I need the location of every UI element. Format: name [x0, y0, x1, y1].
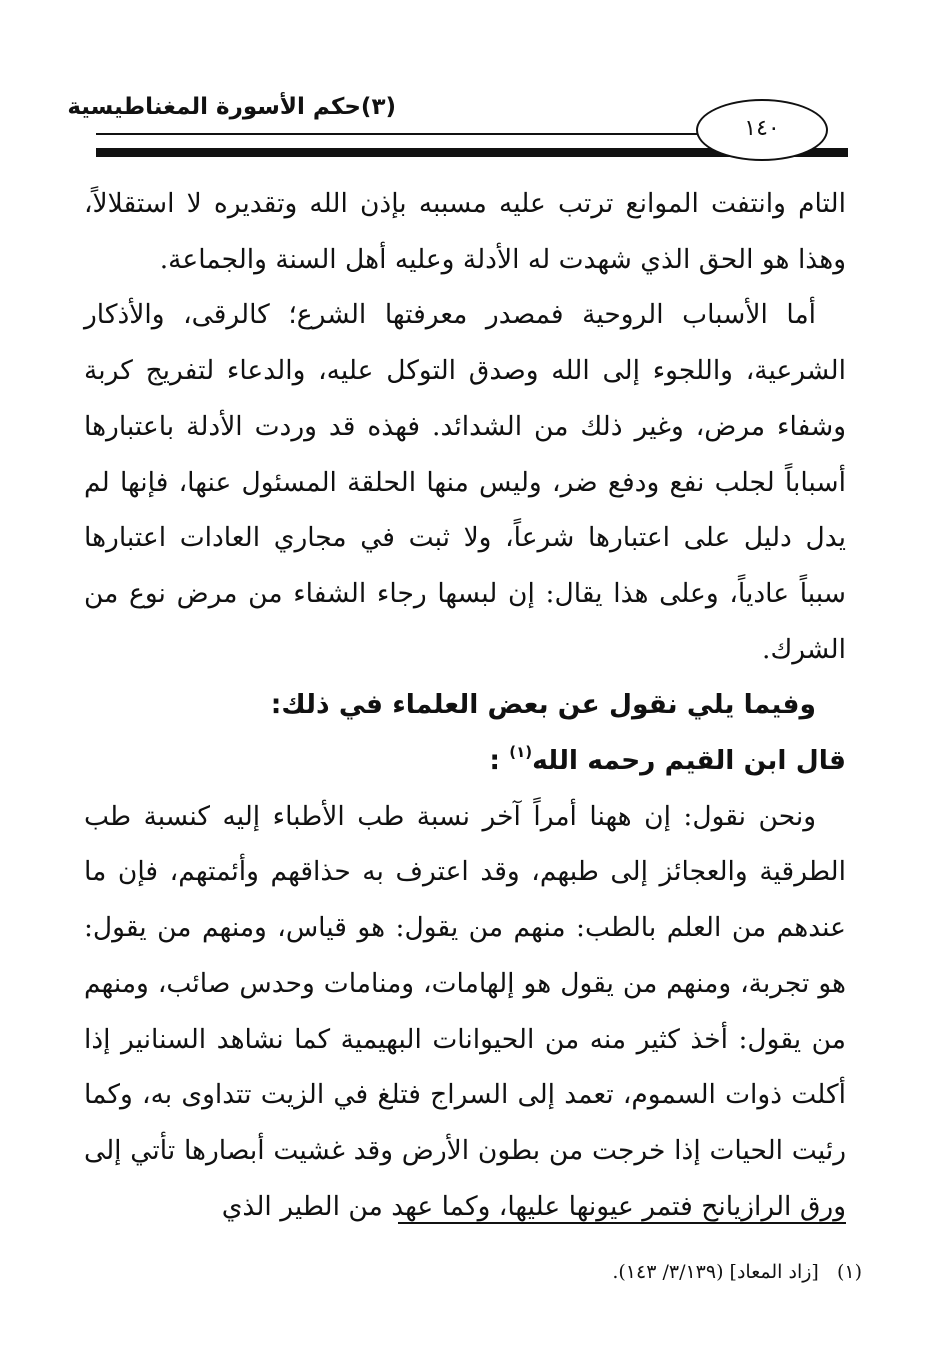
paragraph: ونحن نقول: إن ههنا أمراً آخر نسبة طب الأطباء إليه كنسبة طب الطرقية والعجائز إلى طبهم، وقد اعترف به حذاقهم وأئمتهم، فإن ما عندهم من العلم بالطب: منهم من يقول: هو قياس، ومنهم من يقول: هو تجربة، ومنهم من يقول هو إلهامات، ومنامات وحدس صائب، ومنهم من يقول: أخذ كثير منه من الحيوانات البهيمية كما نشاهد السنانير إذا أكلت ذوات السموم، تعمد إلى السراج فتلغ في الزيت تتداوى به، وكما رئيت الحيات إذا خرجت من بطون الأرض وقد غشيت أبصارها تأتي إلى ورق الرازيانح فتمر عيونها عليها، وكما عهد من الطير الذي	[84, 800, 846, 1222]
main-text	[84, 176, 846, 1234]
page-number-oval	[696, 99, 828, 161]
footnote-number: (١)	[836, 1261, 862, 1283]
page-header	[0, 0, 940, 170]
section-heading: وفيما يلي نقول عن بعض العلماء في ذلك:	[270, 689, 816, 721]
paragraph: أما الأسباب الروحية فمصدر معرفتها الشرع؛ كالرقى، والأذكار الشرعية، واللجوء إلى الله وصدق التوكل عليه، والدعاء لتفريج كربة وشفاء مرض، وغير ذلك من الشدائد. فهذه قد وردت الأدلة باعتبارها أسباباً لجلب نفع ودفع ضر، وليس منها الحلقة المسئول عنها، فإنها لم يدل دليل على اعتبارها شرعاً، ولا ثبت في مجاري العادات اعتبارها سبباً عادياً، وعلى هذا يقال: إن لبسها رجاء الشفاء من مرض نوع من الشرك.	[84, 299, 846, 665]
page-number: ١٤٠	[744, 116, 780, 141]
quote-heading	[84, 733, 846, 789]
footnote-separator	[398, 1222, 846, 1224]
footnote-text: [زاد المعاد] (٣/١٣٩/ ١٤٣).	[612, 1261, 819, 1283]
quote-heading-text: قال ابن القيم رحمه الله	[532, 745, 846, 777]
running-title: (٣)حكم الأسورة المغناطيسية	[67, 94, 396, 120]
footnote	[200, 1258, 862, 1286]
paragraph: التام وانتفت الموانع ترتب عليه مسببه بإذن الله وتقديره لا استقلالاً، وهذا هو الحق الذي شهدت له الأدلة وعليه أهل السنة والجماعة.	[84, 188, 846, 275]
quote-heading-colon: :	[489, 745, 500, 777]
header-thin-rule	[96, 133, 698, 135]
footnote-reference: (١)	[509, 743, 533, 762]
